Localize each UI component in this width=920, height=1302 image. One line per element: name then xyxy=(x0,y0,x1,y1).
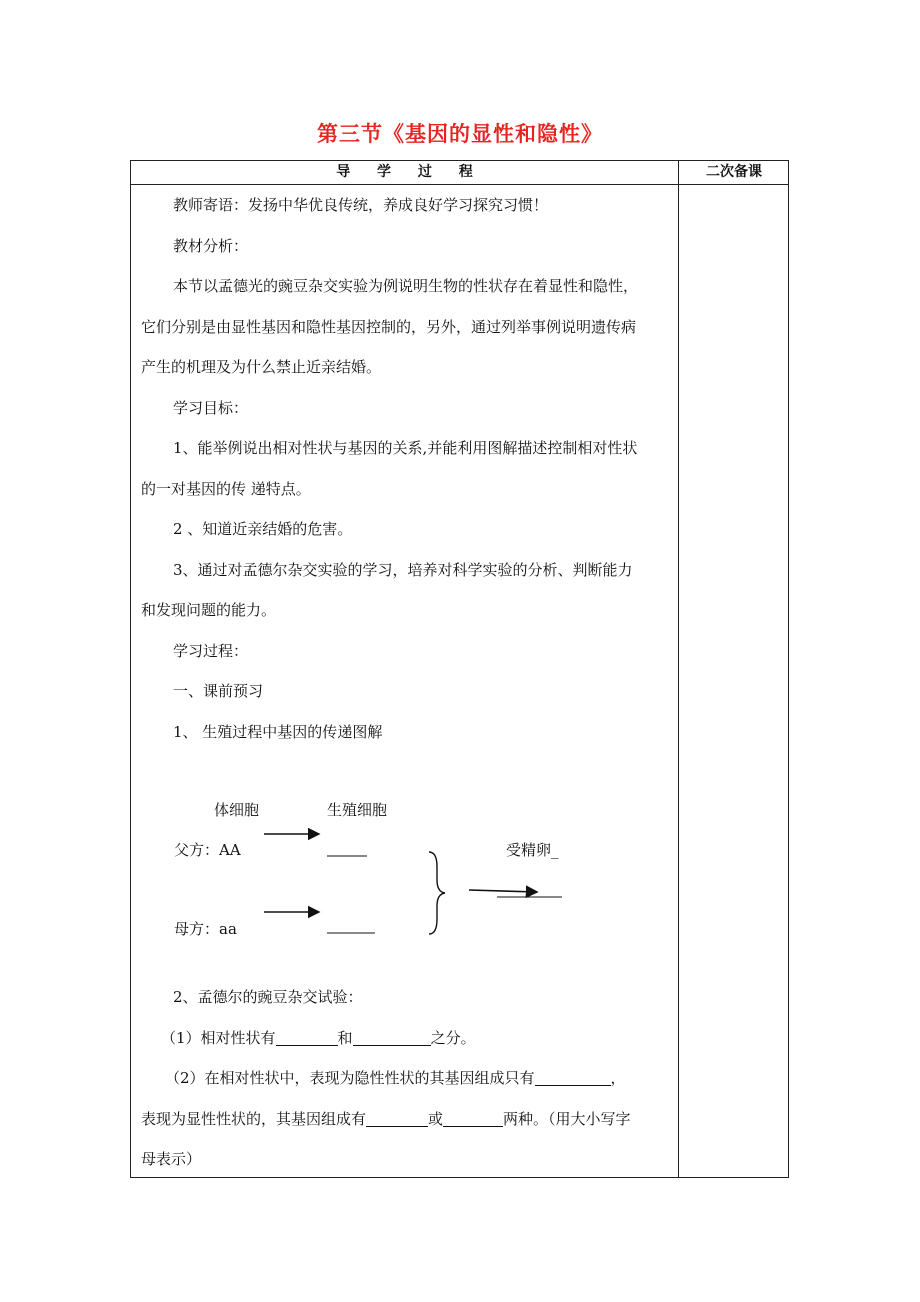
q2-blank-2[interactable] xyxy=(366,1110,428,1127)
zygote-arrow xyxy=(469,890,537,892)
goal-1-cont: 的一对基因的传 递特点。 xyxy=(141,479,311,498)
q2-text-b: ， xyxy=(610,1069,626,1087)
q1-text-c: 之分。 xyxy=(430,1028,476,1047)
material-line: 本节以孟德光的豌豆杂交实验为例说明生物的性状存在着显性和隐性， xyxy=(173,277,639,295)
process-heading: 学习过程： xyxy=(173,641,249,660)
q1-blank-2[interactable] xyxy=(353,1029,431,1046)
q2-text-c: 表现为显性性状的，其基因组成有 xyxy=(141,1109,367,1128)
q2-text-d: 或 xyxy=(428,1109,444,1128)
column-divider xyxy=(678,161,679,1177)
label-somatic-cell: 体细胞 xyxy=(214,801,260,819)
q1-text-a: （1）相对性状有 xyxy=(161,1028,276,1047)
material-heading: 教材分析： xyxy=(173,236,249,255)
label-zygote: 受精卵_ xyxy=(506,841,559,859)
brace xyxy=(429,852,445,934)
q1-text-b: 和 xyxy=(337,1028,353,1047)
q2-text-e: 两种。（用大小写字 xyxy=(503,1109,631,1128)
diagram-arrows xyxy=(141,752,668,977)
header-main: 导 学 过 程 xyxy=(336,164,473,180)
item-2: 2、孟德尔的豌豆杂交试验： xyxy=(173,988,363,1006)
q2-text-a: （2）在相对性状中，表现为隐性性状的其基因组成只有 xyxy=(165,1069,535,1087)
question-2 xyxy=(141,1058,668,1099)
header-side: 二次备课 xyxy=(706,164,762,180)
question-1 xyxy=(141,1018,668,1059)
goal-3: 3、通过对孟德尔杂交实验的学习，培养对科学实验的分析、判断能力 xyxy=(173,560,633,579)
teacher-message: 教师寄语：发扬中华优良传统，养成良好学习探究习惯！ xyxy=(173,196,549,214)
q2-blank-1[interactable] xyxy=(535,1069,611,1086)
page-title: 第三节《基因的显性和隐性》 xyxy=(317,122,603,146)
material-line: 它们分别是由显性基因和隐性基因控制的，另外，通过列举事例说明遗传病 xyxy=(141,317,637,336)
goal-3-cont: 和发现问题的能力。 xyxy=(141,601,277,619)
goals-heading: 学习目标： xyxy=(173,398,249,417)
question-2-cont xyxy=(141,1099,668,1140)
lesson-table xyxy=(130,160,789,1178)
label-father: 父方：AA xyxy=(174,841,241,859)
gene-transfer-diagram xyxy=(141,752,668,977)
label-mother: 母方：aa xyxy=(174,920,237,938)
question-2-end: 母表示） xyxy=(141,1150,202,1168)
item-1: 1、 生殖过程中基因的传递图解 xyxy=(173,722,383,741)
goal-1: 1、能举例说出相对性状与基因的关系,并能利用图解描述控制相对性状 xyxy=(173,439,638,457)
section-1: 一、课前预习 xyxy=(173,682,264,700)
q1-blank-1[interactable] xyxy=(276,1029,338,1046)
q2-blank-3[interactable] xyxy=(443,1110,503,1127)
material-line: 产生的机理及为什么禁止近亲结婚。 xyxy=(141,358,382,376)
label-germ-cell: 生殖细胞 xyxy=(327,801,388,819)
main-content xyxy=(141,185,668,1180)
goal-2: 2 、知道近亲结婚的危害。 xyxy=(173,520,353,538)
